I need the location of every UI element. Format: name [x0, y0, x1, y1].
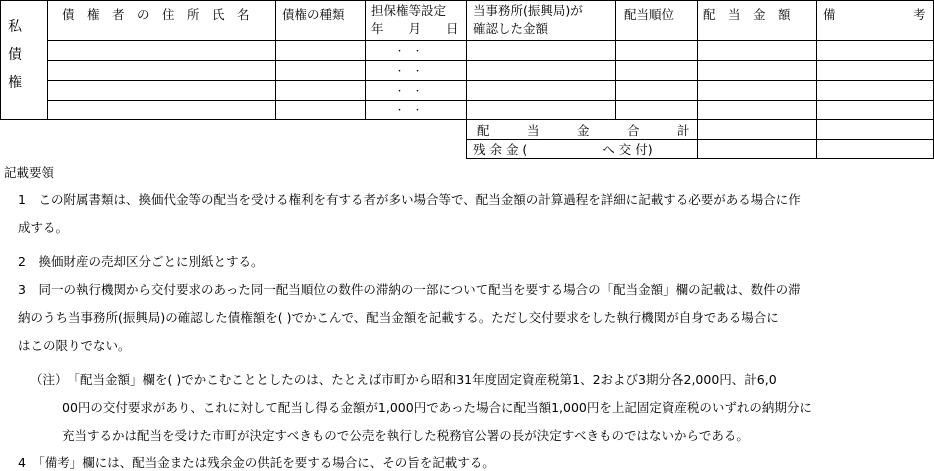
note-item: 4 「備考」欄には、配当金または残余金の供託を要する場合に、その旨を記載する。 [18, 455, 495, 470]
surplus-label: 残 余 金 ( へ 交 付) [473, 141, 653, 157]
note-item: 充当するかは配当を受けた市町が決定すべきもので公売を執行した税務官公署の長が決定すべきものではないからである。 [62, 428, 749, 443]
header-security-date-line1: 担保権等設定 [371, 3, 447, 18]
side-label-char: 私 [8, 19, 22, 35]
note-item: 1 この附属書類は、換価代金等の配当を受ける権利を有する者が多い場合等で、配当金額の計算過程を詳細に記載する必要がある場合に作 [18, 192, 801, 207]
row-date-dots: ・ ・ [395, 106, 423, 116]
header-confirmed-line1: 当事務所(振興局)が [473, 3, 583, 18]
side-label-char: 債 [8, 47, 22, 63]
note-item: （注） 「配当金額」欄を( )でかこむこととしたのは、たとえば市町から昭和31年度固定資産税第1、2および3期分各2,000円、計6,0 [30, 372, 777, 387]
row-date-dots: ・ ・ [395, 67, 423, 77]
note-item: はこの限りでない。 [18, 338, 131, 353]
total-label: 配 当 金 合 計 [477, 122, 690, 138]
row-date-dots: ・ ・ [395, 47, 423, 57]
row-date-dots: ・ ・ [395, 87, 423, 97]
header-confirmed-line2: 確認した金額 [473, 21, 549, 36]
note-item: 成する。 [18, 220, 69, 235]
header-security-date-line2: 年 月 日 [371, 21, 459, 36]
header-remarks-left: 備 [823, 7, 836, 22]
note-item: 納のうち当事務所(振興局)の確認した債権額を( )でかこんで、配当金額を記載する。ただし交付要求をした執行機関が自身である場合に [18, 310, 779, 325]
header-remarks-right: 考 [913, 7, 926, 22]
side-label-char: 権 [8, 75, 22, 91]
side-label-private [8, 20, 22, 90]
notes-heading: 記載要領 [4, 165, 55, 180]
note-item: 2 換価財産の売却区分ごとに別紙とする。 [18, 254, 264, 269]
note-item: 00円の交付要求があり、これに対して配当し得る金額が1,000円であった場合に配当額1,000円を上記固定資産税のいずれの納期分に [62, 400, 812, 415]
header-creditor: 債 権 者 の 住 所 氏 名 [62, 7, 250, 22]
header-amount: 配 当 金 額 [703, 7, 791, 22]
note-item: 3 同一の執行機関から交付要求のあった同一配当順位の数件の滞納の一部について配当を要する場合の「配当金額」欄の記載は、数件の滞 [18, 282, 801, 297]
header-rank: 配当順位 [624, 7, 675, 22]
header-claim-type: 債権の種類 [282, 7, 345, 22]
